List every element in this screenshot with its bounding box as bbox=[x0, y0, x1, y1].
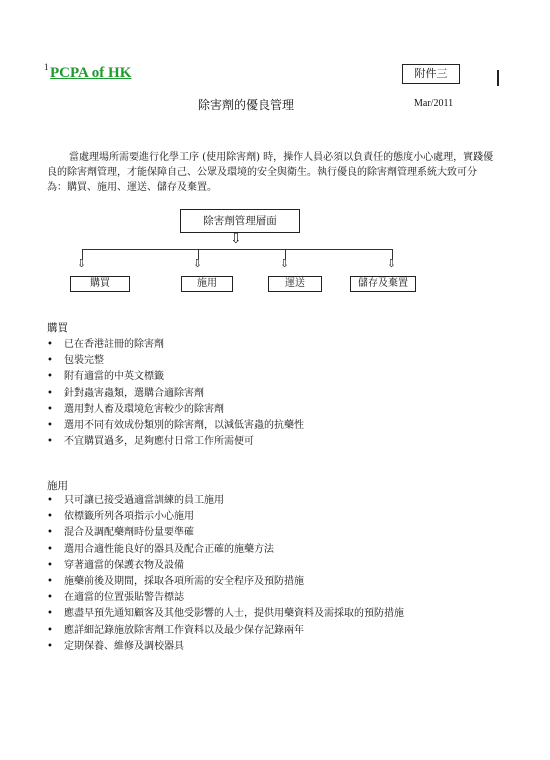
list-item: • 只可讓已接受過適當訓練的員工施用 bbox=[47, 493, 404, 509]
list-item: • 應詳細記錄施放除害劑工作資料以及最少保存記錄兩年 bbox=[47, 623, 404, 639]
list-item: • 不宜購買過多，足夠應付日常工作所需便可 bbox=[47, 434, 304, 450]
diagram-box-transport: 運送 bbox=[268, 276, 322, 292]
list-item: • 附有適當的中英文標籤 bbox=[47, 369, 304, 385]
document-date: Mar/2011 bbox=[414, 98, 454, 109]
application-bullet-list bbox=[47, 493, 404, 655]
diagram-box-storage-disposal: 儲存及棄置 bbox=[350, 276, 416, 292]
list-item: • 在適當的位置張貼警告標誌 bbox=[47, 590, 404, 606]
diagram-down-arrow-icon: ⇩ bbox=[280, 257, 290, 270]
diagram-down-arrow-icon: ⇩ bbox=[193, 257, 203, 270]
section-heading-purchase: 購買 bbox=[47, 322, 68, 334]
list-item: • 定期保養、維修及調校器具 bbox=[47, 639, 404, 655]
list-item: • 包裝完整 bbox=[47, 353, 304, 369]
diagram-top-box: 除害劑管理層面 bbox=[180, 209, 300, 233]
list-item: • 已在香港註冊的除害劑 bbox=[47, 337, 304, 353]
diagram-box-application: 施用 bbox=[181, 276, 233, 292]
diagram-down-arrow-icon: ⇩ bbox=[77, 257, 87, 270]
intro-paragraph: 當處理場所需要進行化學工序 (使用除害劑) 時，操作人員必須以負責任的態度小心處理，實踐優良的除害劑管理，才能保障自己、公眾及環境的安全與衛生。執行優良的除害劑管理系統大致可分為：購買、施用、運送、儲存及棄置。 bbox=[47, 152, 494, 193]
list-item: • 混合及調配藥劑時份量要準確 bbox=[47, 525, 404, 541]
diagram-down-arrow-icon: ⇩ bbox=[387, 257, 397, 270]
purchase-bullet-list bbox=[47, 337, 304, 450]
list-item: • 應盡早預先通知顧客及其他受影響的人士，提供用藥資料及需採取的預防措施 bbox=[47, 606, 404, 622]
list-item: • 施藥前後及期間，採取各項所需的安全程序及預防措施 bbox=[47, 574, 404, 590]
list-item: • 選用合適性能良好的器具及配合正確的施藥方法 bbox=[47, 542, 404, 558]
list-item: • 穿著適當的保護衣物及設備 bbox=[47, 558, 404, 574]
diagram-main-arrow-icon: ⇩ bbox=[230, 231, 242, 247]
list-item: • 針對蟲害蟲類，選購合適除害劑 bbox=[47, 386, 304, 402]
list-item: • 選用不同有效成份類別的除害劑，以減低害蟲的抗藥性 bbox=[47, 418, 304, 434]
list-item: • 依標籤所列各項指示小心施用 bbox=[47, 509, 404, 525]
page-number: 1 bbox=[44, 62, 49, 72]
diagram-box-purchase: 購買 bbox=[70, 276, 130, 292]
attachment-label: 附件三 bbox=[402, 64, 460, 84]
diagram-connector-line bbox=[82, 249, 393, 250]
organization-logo: PCPA of HK bbox=[50, 65, 132, 81]
margin-bar bbox=[497, 70, 499, 86]
document-title: 除害劑的優良管理 bbox=[198, 98, 295, 112]
list-item: • 選用對人畜及環境危害較少的除害劑 bbox=[47, 402, 304, 418]
section-heading-application: 施用 bbox=[47, 480, 68, 492]
